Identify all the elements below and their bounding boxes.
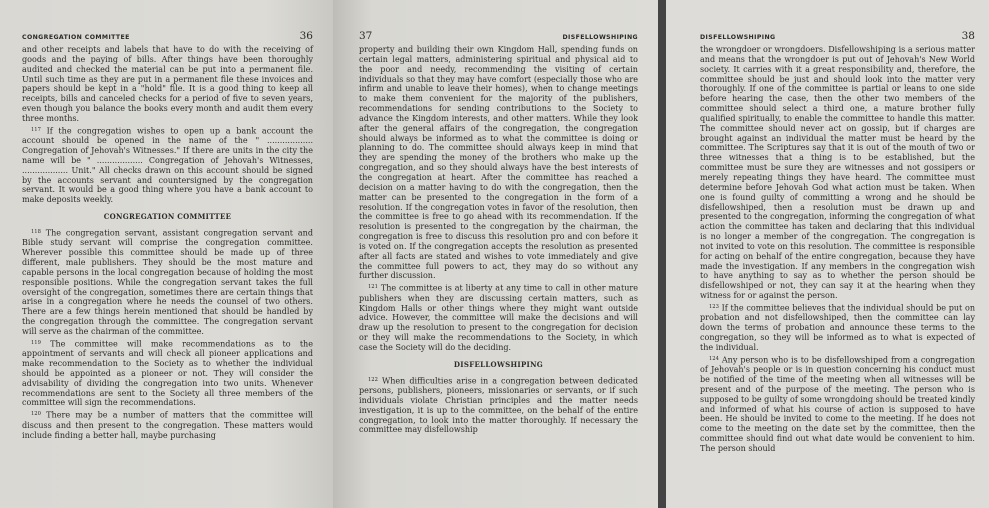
paragraph: and other receipts and labels that have to do with the receiving of goods and the paying of bills. After things have been thoroughly audited and checked the material can be put into a permanent file. Until such time as they are put in a permanent file these invoices and papers should be kept in a "hold" file. It is a good thing to keep all receipts, bills and canceled checks for a period of five to seven years, even though you balance the books every month and audit them every three months. (22, 45, 313, 123)
paragraph: property and building their own Kingdom Hall, spending funds on certain legal matters, administering spiritual and physical aid to the poor and needy, recommending the visiting of certain individuals so that they may have comfort (especially those who are infirm and unable to leave their homes), when to change meetings to make them convenient for the majority of the publishers, recommendations for sending contributions to the Society to advance the Kingdom interests, and other matters. While they look after the general affairs of the congregation, the congregation should always be informed as to what the committee is doing or planning to do. The committee should always keep in mind that they are spending the money of the brothers who make up the congregation, and so they should always have the best interests of the congregation at heart. After the committee has reached a decision on a matter having to do with the congregation, then the matter can be presented to the congregation in the form of a resolution. If the congregation votes in favor of the resolution, then the committee is free to go ahead with its recommendation. If the resolution is presented to the congregation by the chairman, the congregation is free to discuss this resolution pro and con before it is voted on. If the congregation accepts the resolution as presented after all facts are stated and wishes to vote immediately and give the committee full powers to act, they may do so without any further discussion. (359, 45, 638, 281)
page-number: 36 (299, 30, 313, 42)
paragraph: $^{117}$ If the congregation wishes to open up a bank account the account should be opened in the name of the " .................. Congregation of Jehovah's Witnesses." If there are units in the city the name will be " .................. Congregation of Jehovah's Witnesses, .................. Unit." All checks drawn on this account should be signed by the accounts servant and countersigned by the congregation servant. It would be a good thing where you have a bank account to make deposits weekly. (22, 126, 314, 205)
running-head-title: DISFELLOWSHIPING (562, 34, 638, 41)
paragraph-number: 119 (31, 339, 41, 346)
paragraph: the wrongdoer or wrongdoers. Disfellowshiping is a serious matter and means that the wrongdoer is put out of Jehovah's New World society. It carries with it a great responsibility and, therefore, the committee should be just and should look into the matter very thoroughly. If one of the committee is partial or leans to one side before hearing the case, then the other two members of the committee should select a third one, a mature brother fully qualified spiritually, to enable the committee to handle this matter. The committee should never act on gossip, but if charges are brought against an individual the matter must be heard by the committee. The Scriptures say that it is out of the mouth of two or three witnesses that a thing is to be established, but the committee must be sure they are witnesses and not gossipers or merely repeating things they have heard. The committee must determine before Jehovah God what action must be taken. When one is found guilty of committing a wrong and he should be disfellowshiped, then a resolution must be drawn up and presented to the congregation, informing the congregation of what action the committee has taken and declaring that this individual is no longer a member of the congregation. The congregation is not invited to vote on this resolution. The committee is responsible for acting on behalf of the entire congregation, because they have made the investigation. If any members in the congregation wish to have anything to say as to whether the person should be disfellowshiped or not, they can say it at the hearing when they witness for or against the person. (700, 45, 975, 301)
page-body (359, 45, 638, 435)
running-head (700, 30, 975, 42)
paragraph: $^{124}$ Any person who is to be disfellowshiped from a congregation of Jehovah's people or is in question concerning his conduct must be notified of the time of the meeting when all witnesses will be present and of the purpose of the meeting. The person who is supposed to be guilty of some wrongdoing should be treated kindly and informed of what his course of action is supposed to have been. He should be invited to come to the meeting. If he does not come to the meeting on the date set by the committee, then the committee should find out what date would be convenient to him. The person should (700, 355, 976, 453)
paragraph: $^{121}$ The committee is at liberty at any time to call in other mature publishers when they are discussing certain matters, such as Kingdom Halls or other things where they might want outside advice. However, the committee will make the decisions and will draw up the resolution to present to the congregation for decision or they will make the recommendations to the Society, in which case the Society will do the deciding. (359, 283, 638, 352)
paragraph-number: 123 (709, 303, 719, 310)
section-heading: CONGREGATION COMMITTEE (103, 212, 232, 222)
page-number: 37 (359, 30, 373, 42)
page-body (700, 45, 975, 454)
page-number: 38 (961, 30, 975, 42)
paragraph: $^{120}$ There may be a number of matters that the committee will discuss and then present to the congregation. These matters would include finding a better hall, maybe purchasing (22, 410, 313, 440)
paragraph-number: 121 (368, 284, 378, 291)
running-head-title: DISFELLOWSHIPING (700, 34, 776, 41)
book-page-38 (666, 0, 989, 508)
running-head-title: CONGREGATION COMMITTEE (22, 34, 130, 41)
paragraph: $^{119}$ The committee will make recommendations as to the appointment of servants and will check all pioneer applications and make recommendation to the Society as to whether the individual should be appointed as a pioneer or not. They will consider the advisability of dividing the congregation into two units. Whenever recommendations are sent to the Society all three members of the committee will sign the recommendations. (22, 339, 313, 408)
running-head (22, 30, 313, 42)
paragraph-number: 117 (31, 126, 41, 133)
paragraph-number: 120 (31, 411, 41, 418)
section-heading: DISFELLOWSHIPING (453, 359, 544, 369)
book-page-37 (333, 0, 658, 508)
book-page-36 (0, 0, 333, 508)
paragraph: $^{123}$ If the committee believes that the individual should be put on probation and not disfellowshiped, then the committee can lay down the terms of probation and announce these terms to the congregation, so they will be informed as to what is expected of the individual. (700, 303, 975, 352)
paragraph: $^{118}$ The congregation servant, assistant congregation servant and Bible study servant will comprise the congregation committee. Wherever possible this committee should be made up of three different, male publishers. They should be the most mature and capable persons in the local congregation because of holding the most responsible positions. While the congregation servant takes the full oversight of the congregation, sometimes there are certain things that arise in a congregation where he needs the counsel of two others. There are a few things herein mentioned that should be handled by the congregation through the committee. The congregation servant will serve as the chairman of the committee. (22, 228, 313, 336)
page-gutter (658, 0, 666, 508)
paragraph-number: 118 (31, 228, 41, 235)
running-head (359, 30, 638, 42)
paragraph-number: 124 (709, 355, 719, 362)
paragraph: $^{122}$ When difficulties arise in a congregation between dedicated persons, publishers, pioneers, missionaries or servants, or if such individuals violate Christian principles and the matter needs investigation, it is up to the committee, on the behalf of the entire congregation, to look into the matter thoroughly. If necessary the committee may disfellowship (359, 376, 639, 435)
paragraph-number: 122 (368, 376, 378, 383)
page-body (22, 45, 313, 440)
